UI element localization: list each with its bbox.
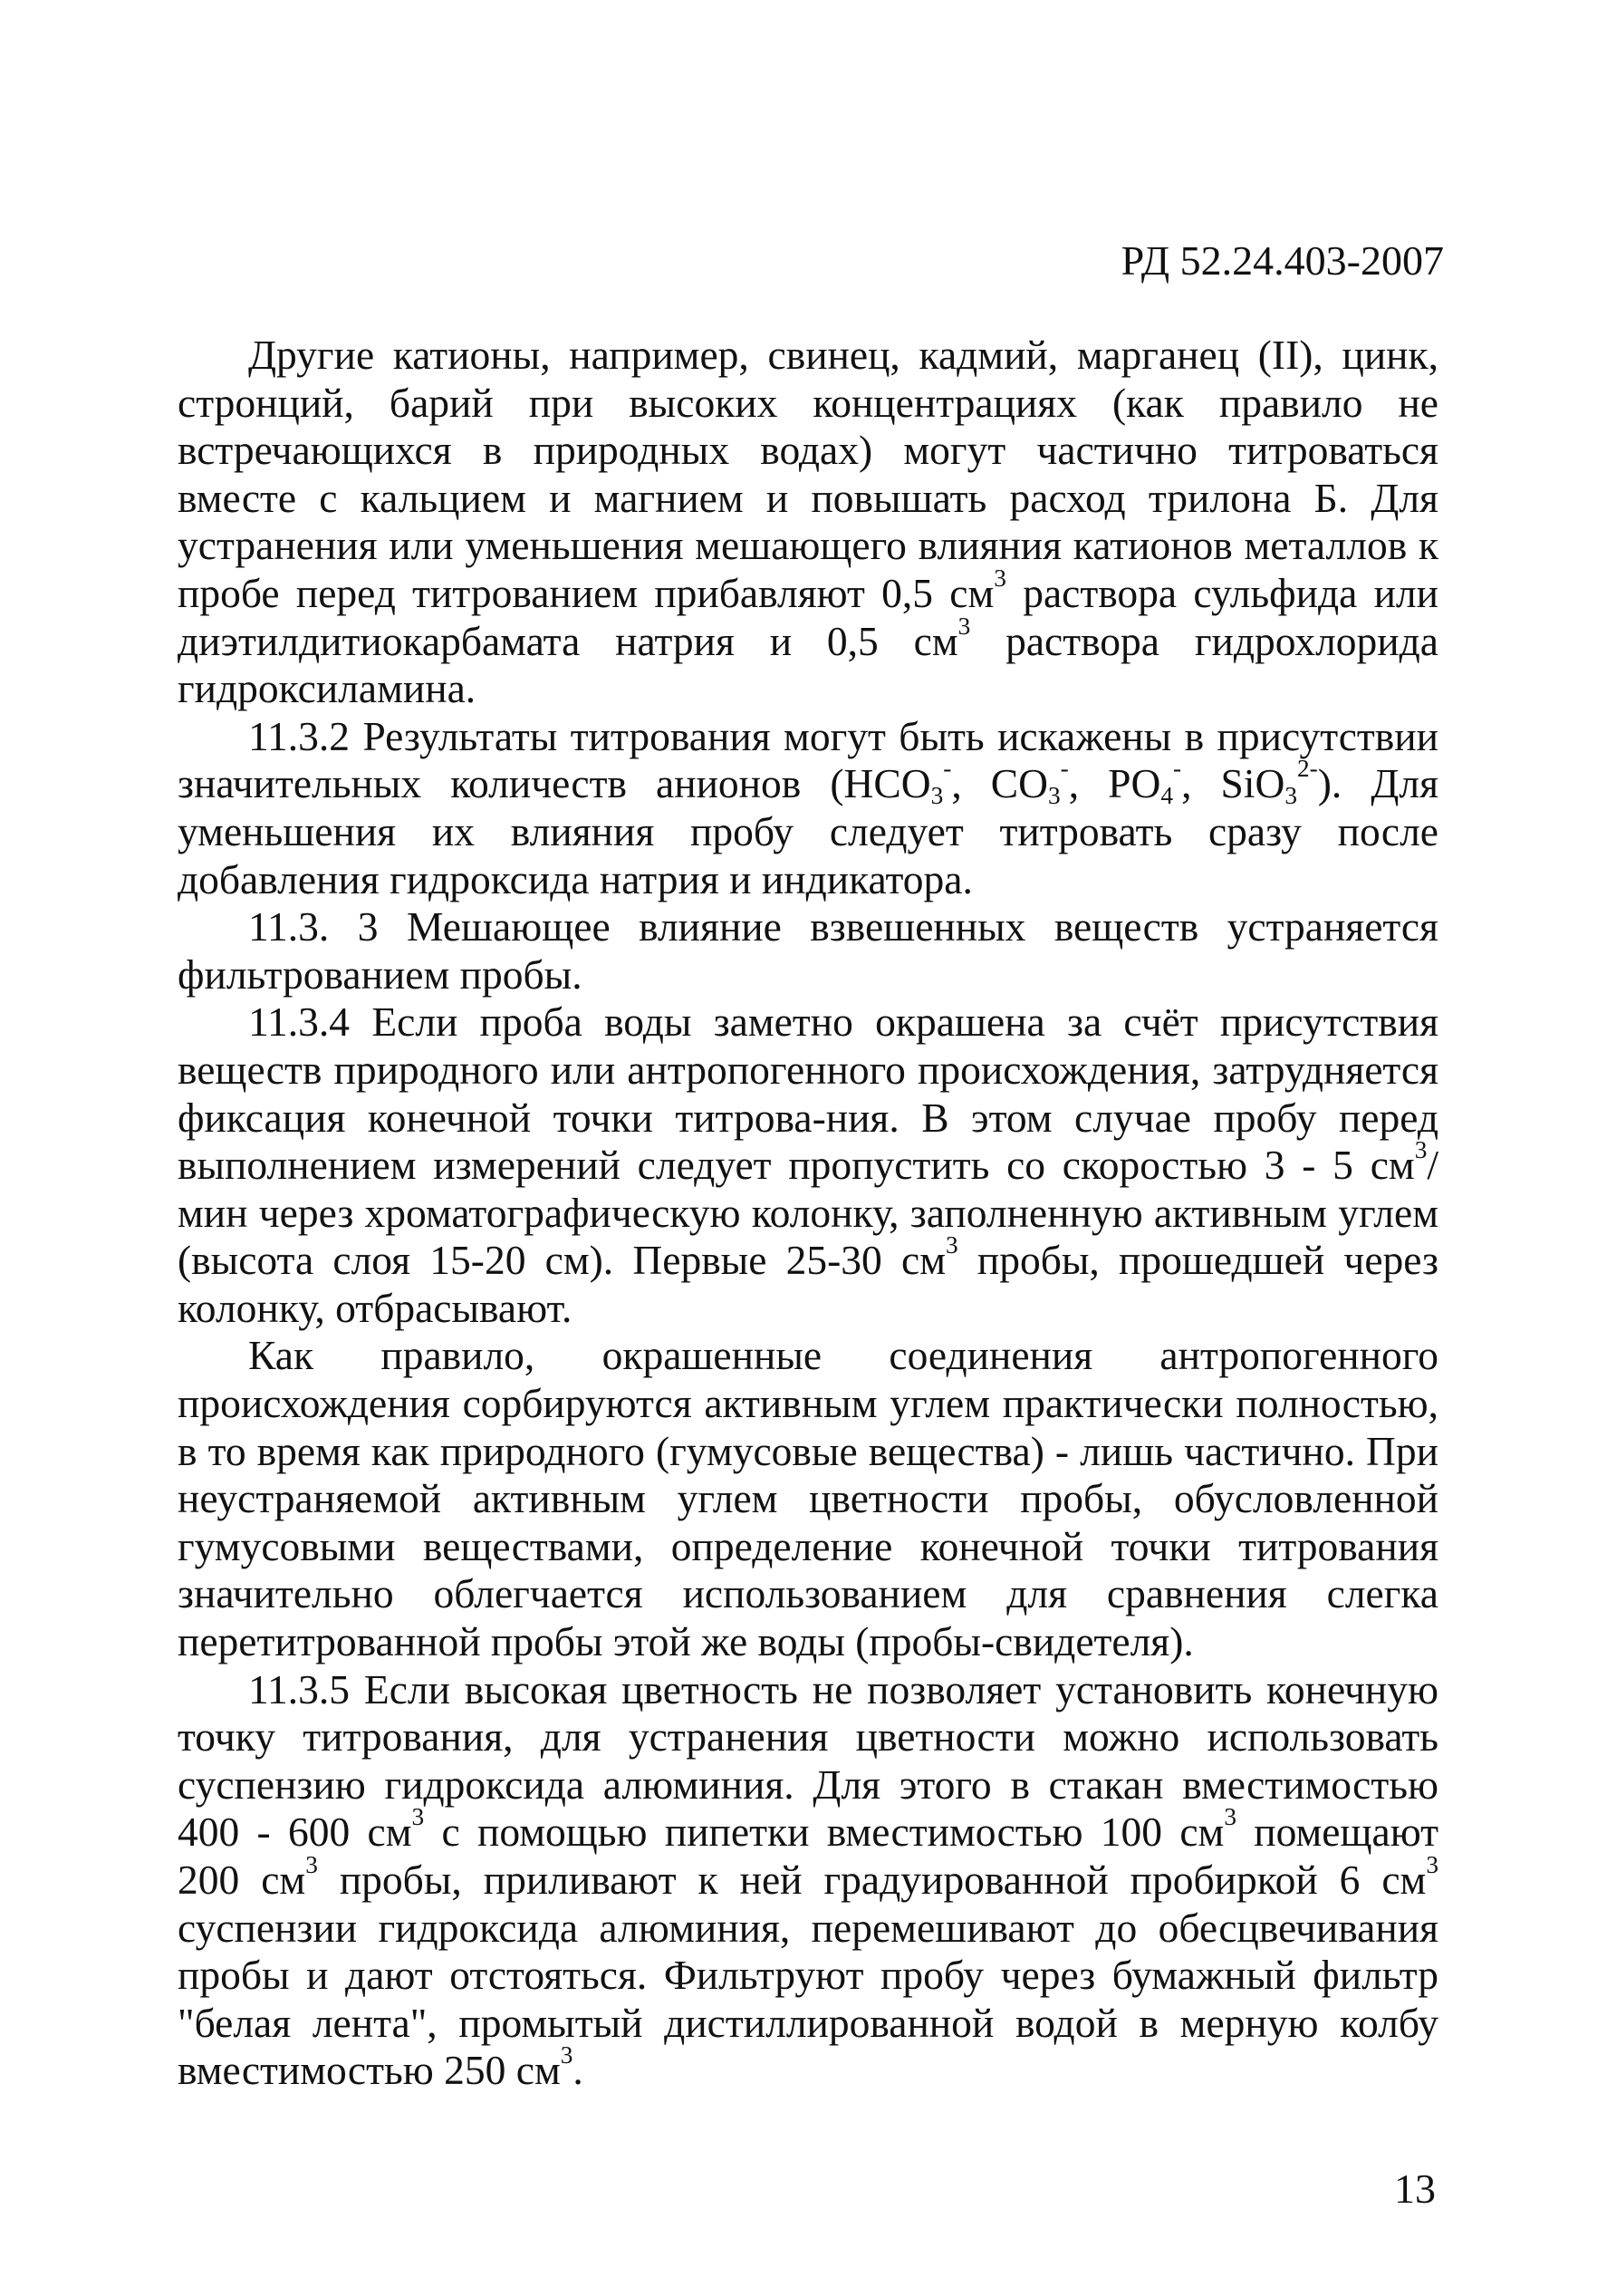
text-run: раствора гидрохлорида гидроксиламина. (178, 617, 1438, 712)
superscript: 3 (957, 612, 971, 640)
paragraph-11-3-5 (178, 1666, 1438, 2095)
text-run: Другие катионы, например, свинец, кадмий, марганец (II), цинк, стронций, барий при высоких концентрациях (как правило не встречающихся в природных водах) могут частично титроваться вместе с кальцием и магнием и повышать расход трилона Б. Для устранения или уменьшения мешающего влияния катионов металлов к пробе перед титрованием прибавляют 0,5 см (178, 332, 1438, 616)
text-run: пробы, приливают к ней градуированной пробиркой 6 см (317, 1857, 1427, 1903)
superscript: 3 (1414, 1135, 1428, 1163)
text-run: , SiO (1181, 760, 1285, 807)
superscript: - (1060, 755, 1069, 783)
superscript: - (1172, 755, 1182, 783)
superscript: 2- (1296, 755, 1318, 783)
text-run: 11.3.4 Если проба воды заметно окрашена за счёт присутствия веществ природного или антропогенного происхождения, затрудняется фиксация конечной точки титрова-ния. В этом случае пробу перед выполнением измерений следует пропустить со скоростью 3 - 5 см (178, 998, 1438, 1189)
superscript: 3 (1426, 1850, 1438, 1878)
text-run: /мин через хроматографическую колонку, заполненную активным углем (высота слоя 15-20 см). Первые 25-30 см (178, 1142, 1438, 1284)
page-number: 13 (1394, 2166, 1436, 2212)
text-run: , PO (1068, 760, 1161, 807)
text-run: , CO (951, 760, 1048, 807)
text-run: . (572, 2047, 583, 2094)
superscript: 3 (305, 1850, 318, 1878)
body-text (178, 332, 1438, 2095)
document-code: РД 52.24.403-2007 (1121, 237, 1444, 284)
text-run: пробы, прошедшей через колонку, отбрасывают. (178, 1237, 1438, 1331)
text-run: с помощью пипетки вместимостью 100 см (424, 1809, 1225, 1856)
text-run: 11.3.2 Результаты титрования могут быть искажены в присутствии значительных количеств анионов (HCO (178, 712, 1438, 807)
paragraph-11-3-3: 11.3. 3 Мешающее влияние взвешенных веществ устраняется фильтрованием пробы. (178, 903, 1438, 998)
superscript: 3 (411, 1803, 425, 1831)
text-run: раствора сульфида или диэтилдитиокарбамата натрия и 0,5 см (178, 569, 1438, 664)
paragraph-cations (178, 332, 1438, 713)
superscript: 3 (560, 2041, 573, 2069)
paragraph-11-3-2 (178, 713, 1438, 903)
text-run: 11.3.5 Если высокая цветность не позволяет установить конечную точку титрования, для устранения цветности можно использовать суспензию гидроксида алюминия. Для этого в стакан вместимостью 400 - 600 см (178, 1665, 1438, 1856)
text-run: помещают 200 см (178, 1809, 1439, 1903)
paragraph-colored-compounds: Как правило, окрашенные соединения антропогенного происхождения сорбируются активным углем практически полностью, в то время как природного (гумусовые вещества) - лишь частично. При неустраняемой активным углем цветности пробы, обусловленной гумусовыми веществами, определение конечной точки титрования значительно облегчается использованием для сравнения слегка перетитрованной пробы этой же воды (пробы-свидетеля). (178, 1332, 1438, 1665)
superscript: 3 (1224, 1803, 1236, 1831)
subscript: 3 (930, 782, 944, 810)
text-run: ). Для уменьшения их влияния пробу следует титровать сразу после добавления гидроксида натрия и индикатора. (178, 760, 1438, 902)
superscript: - (943, 755, 952, 783)
superscript: 3 (994, 564, 1006, 592)
subscript: 4 (1160, 782, 1173, 810)
text-run: суспензии гидроксида алюминия, перемешивают до обесцвечивания пробы и дают отстояться. Фильтруют пробу через бумажный фильтр "белая лента", промытый дистиллированной водой в мерную колбу вместимостью 250 см (178, 1904, 1438, 2094)
superscript: 3 (946, 1231, 958, 1259)
subscript: 3 (1284, 782, 1297, 810)
paragraph-11-3-4 (178, 998, 1438, 1332)
subscript: 3 (1047, 782, 1061, 810)
